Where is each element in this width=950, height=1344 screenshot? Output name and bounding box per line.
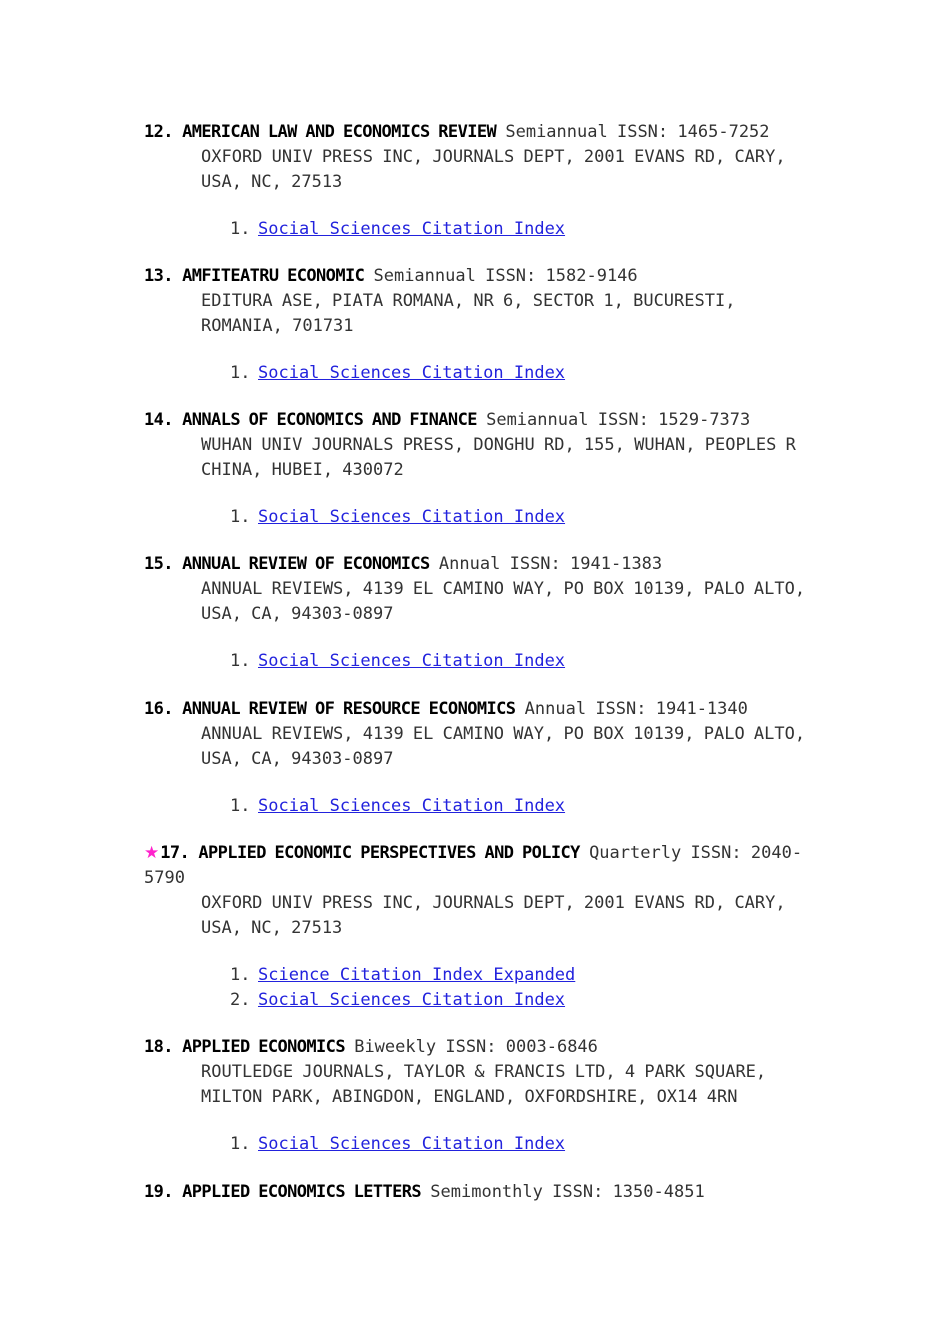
list-item [230, 1132, 808, 1157]
index-link[interactable]: Social Sciences Citation Index [258, 219, 566, 239]
list-item [230, 963, 808, 988]
publisher-address: EDITURA ASE, PIATA ROMANA, NR 6, SECTOR 1, BUCURESTI, ROMANIA, 701731 [201, 291, 736, 336]
journal-entry [144, 264, 808, 386]
journal-frequency: Semimonthly [430, 1182, 543, 1202]
list-item [230, 361, 808, 386]
journal-heading [144, 120, 808, 145]
issn-label: ISSN: [485, 266, 537, 286]
index-link[interactable]: Social Sciences Citation Index [258, 651, 566, 671]
list-item-number: 1. [230, 1134, 251, 1154]
journal-entry [144, 408, 808, 530]
index-link[interactable]: Social Sciences Citation Index [258, 507, 566, 527]
list-item-number: 2. [230, 990, 251, 1010]
list-item [230, 649, 808, 674]
publisher-address: OXFORD UNIV PRESS INC, JOURNALS DEPT, 2001 EVANS RD, CARY, USA, NC, 27513 [201, 893, 786, 938]
journal-title: ANNUAL REVIEW OF ECONOMICS [182, 554, 430, 574]
journal-frequency: Semiannual [505, 122, 608, 142]
index-link[interactable]: Social Sciences Citation Index [258, 1134, 566, 1154]
issn-label: ISSN: [616, 122, 669, 142]
journal-entry [144, 1180, 808, 1205]
journal-entry [144, 120, 808, 242]
index-link[interactable]: Social Sciences Citation Index [258, 363, 566, 383]
issn-value: 1465-7252 [677, 122, 770, 142]
issn-value: 1350-4851 [612, 1182, 705, 1202]
issn-label: ISSN: [445, 1037, 497, 1057]
issn-label: ISSN: [509, 554, 561, 574]
issn-value: 1941-1383 [570, 554, 663, 574]
journal-number: 13. [144, 266, 173, 286]
index-list [144, 217, 808, 242]
list-item-number: 1. [230, 796, 251, 816]
list-item [230, 505, 808, 530]
journal-heading [144, 552, 808, 577]
list-item-number: 1. [230, 219, 251, 239]
index-list [144, 361, 808, 386]
issn-value: 1941-1340 [655, 699, 748, 719]
journal-frequency: Annual [438, 554, 501, 574]
journal-title: APPLIED ECONOMICS [182, 1037, 345, 1057]
issn-value: 0003-6846 [505, 1037, 598, 1057]
journal-heading [144, 697, 808, 722]
list-item-number: 1. [230, 363, 251, 383]
journal-heading [144, 1180, 808, 1205]
list-item [230, 217, 808, 242]
list-item-number: 1. [230, 651, 251, 671]
journal-title: ANNALS OF ECONOMICS AND FINANCE [182, 410, 477, 430]
index-link[interactable]: Social Sciences Citation Index [258, 990, 566, 1010]
list-item-number: 1. [230, 507, 251, 527]
journal-heading [144, 264, 808, 289]
index-list [144, 1132, 808, 1157]
journal-number: 15. [144, 554, 173, 574]
journal-entry [144, 697, 808, 819]
list-item [230, 794, 808, 819]
journal-number: 12. [144, 122, 173, 142]
index-list [144, 794, 808, 819]
journal-frequency: Semiannual [373, 266, 476, 286]
issn-value: 1582-9146 [545, 266, 638, 286]
journal-title: ANNUAL REVIEW OF RESOURCE ECONOMICS [182, 699, 516, 719]
journal-number: 14. [144, 410, 173, 430]
issn-label: ISSN: [597, 410, 649, 430]
journal-heading [144, 1035, 808, 1060]
list-item [230, 988, 808, 1013]
issn-value: 2040-5790 [144, 843, 803, 888]
journal-entry-featured [144, 841, 808, 1013]
journal-number: 17. [160, 843, 190, 863]
journal-heading [144, 841, 808, 891]
journal-number: 19. [144, 1182, 173, 1202]
journal-number: 16. [144, 699, 173, 719]
index-list [144, 505, 808, 530]
issn-label: ISSN: [595, 699, 647, 719]
star-icon: ★ [144, 843, 160, 863]
journal-title: AMFITEATRU ECONOMIC [182, 266, 365, 286]
publisher-address: ROUTLEDGE JOURNALS, TAYLOR & FRANCIS LTD, 4 PARK SQUARE, MILTON PARK, ABINGDON, ENGLAND, OXFORDSHIRE, OX14 4RN [201, 1062, 767, 1107]
journal-frequency: Biweekly [354, 1037, 437, 1057]
journal-title: AMERICAN LAW AND ECONOMICS REVIEW [182, 122, 497, 142]
index-link[interactable]: Social Sciences Citation Index [258, 796, 566, 816]
journal-frequency: Semiannual [486, 410, 589, 430]
index-list [144, 963, 808, 1013]
journal-entry [144, 552, 808, 674]
journal-entry [144, 1035, 808, 1157]
list-item-number: 1. [230, 965, 251, 985]
publisher-address: WUHAN UNIV JOURNALS PRESS, DONGHU RD, 155, WUHAN, PEOPLES R CHINA, HUBEI, 430072 [201, 435, 796, 480]
index-link[interactable]: Science Citation Index Expanded [258, 965, 576, 985]
index-list [144, 649, 808, 674]
issn-value: 1529-7373 [658, 410, 751, 430]
journal-frequency: Annual [524, 699, 587, 719]
journal-number: 18. [144, 1037, 173, 1057]
issn-label: ISSN: [552, 1182, 604, 1202]
journal-heading [144, 408, 808, 433]
issn-label: ISSN: [690, 843, 742, 863]
journal-title: APPLIED ECONOMICS LETTERS [182, 1182, 422, 1202]
journal-title: APPLIED ECONOMIC PERSPECTIVES AND POLICY [198, 843, 580, 863]
publisher-address: OXFORD UNIV PRESS INC, JOURNALS DEPT, 2001 EVANS RD, CARY, USA, NC, 27513 [201, 147, 786, 192]
journal-frequency: Quarterly [589, 843, 682, 863]
publisher-address: ANNUAL REVIEWS, 4139 EL CAMINO WAY, PO BOX 10139, PALO ALTO, USA, CA, 94303-0897 [201, 579, 806, 624]
publisher-address: ANNUAL REVIEWS, 4139 EL CAMINO WAY, PO BOX 10139, PALO ALTO, USA, CA, 94303-0897 [201, 724, 806, 769]
